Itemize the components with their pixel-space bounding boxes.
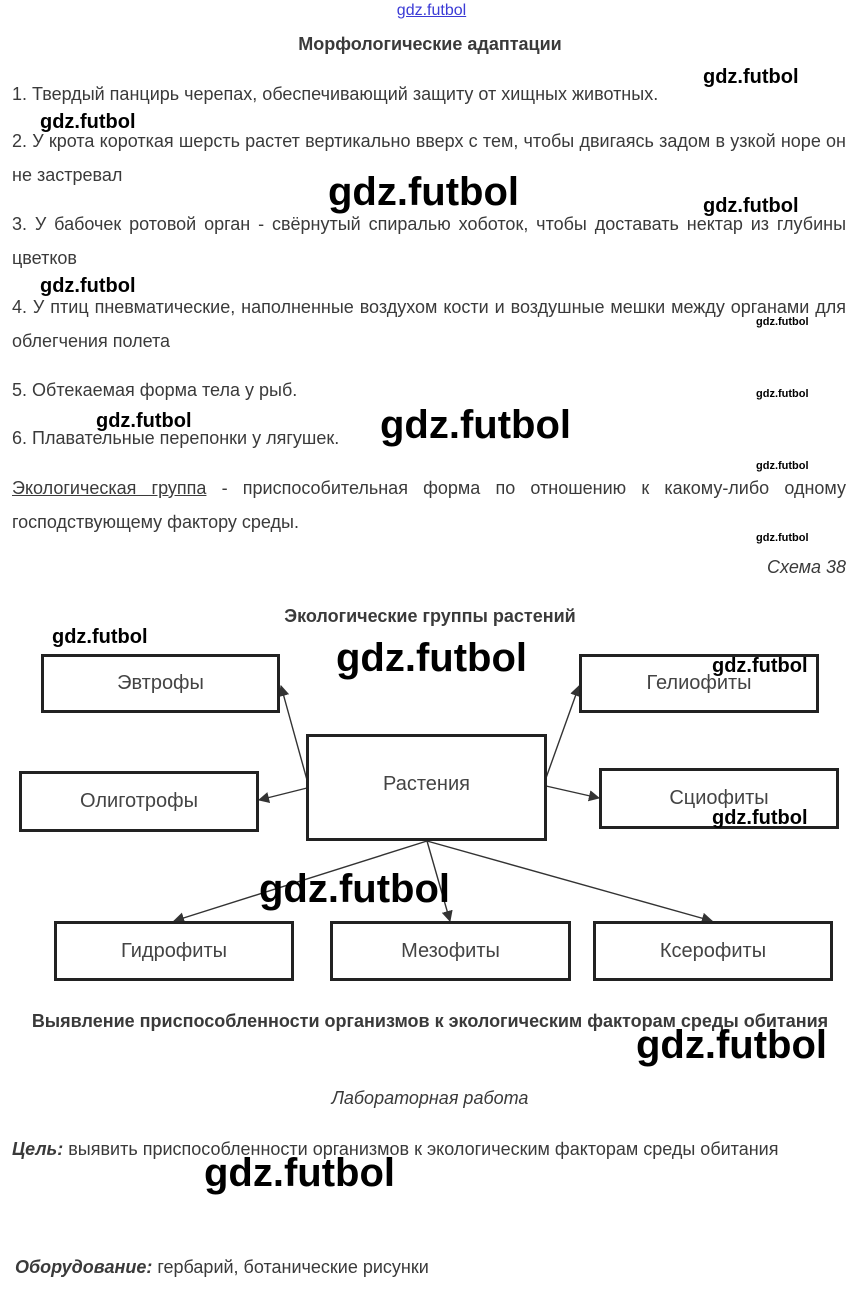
equipment-label: Оборудование: (15, 1257, 153, 1277)
watermark: gdz.futbol (756, 316, 809, 328)
lab-subtitle: Лабораторная работа (331, 1088, 529, 1108)
watermark: gdz.futbol (40, 275, 136, 297)
watermark: gdz.futbol (40, 111, 136, 133)
watermark: gdz.futbol (336, 636, 528, 680)
definition-term: Экологическая группа (12, 478, 207, 498)
list-item-2: 2. У крота короткая шерсть растет вертикально вверх с тем, чтобы двигаясь задом в узкой норе он не застревал (12, 131, 846, 185)
goal-paragraph (12, 1132, 846, 1166)
definition-text: - приспособительная форма по отношению к какому-либо одному господствующему фактору среды. (12, 478, 846, 532)
section-title-lab: Выявление приспособленности организмов к экологическим факторам среды обитания (31, 1011, 829, 1031)
watermark: gdz.futbol (636, 1023, 828, 1067)
equipment-text: гербарий, ботанические рисунки (152, 1257, 429, 1277)
watermark: gdz.futbol (712, 807, 808, 829)
arrow-to-eutrophs (281, 686, 307, 780)
watermark: gdz.futbol (204, 1151, 396, 1195)
scheme-label: Схема 38 (767, 557, 846, 577)
equipment-paragraph (15, 1250, 849, 1284)
diagram-title: Экологические группы растений (284, 606, 576, 626)
list-item-5: 5. Обтекаемая форма тела у рыб. (12, 380, 298, 400)
goal-label: Цель: (12, 1139, 64, 1159)
list-item-3: 3. У бабочек ротовой орган - свёрнутый спиралью хоботок, чтобы доставать нектар из глубины цветков (12, 214, 846, 268)
watermark: gdz.futbol (703, 66, 799, 88)
list-item-4: 4. У птиц пневматические, наполненные воздухом кости и воздушные мешки между органами для облегчения полета (12, 297, 846, 351)
node-xerophytes: Ксерофиты (593, 921, 833, 981)
arrow-to-xerophytes (427, 841, 712, 921)
watermark: gdz.futbol (712, 655, 808, 677)
goal-text: выявить приспособленности организмов к экологическим факторам среды обитания (63, 1139, 779, 1159)
node-center-plants: Растения (306, 734, 547, 841)
node-eutrophs: Эвтрофы (41, 654, 280, 713)
watermark: gdz.futbol (259, 867, 451, 911)
node-oligotrophs: Олиготрофы (19, 771, 259, 832)
top-watermark-link[interactable]: gdz.futbol (396, 2, 467, 19)
watermark: gdz.futbol (756, 460, 809, 472)
list-item-1: 1. Твердый панцирь черепах, обеспечивающий защиту от хищных животных. (12, 84, 659, 104)
node-mesophytes: Мезофиты (330, 921, 571, 981)
watermark: gdz.futbol (52, 626, 148, 648)
watermark: gdz.futbol (756, 532, 809, 544)
node-hydrophytes: Гидрофиты (54, 921, 294, 981)
watermark: gdz.futbol (756, 388, 809, 400)
watermark: gdz.futbol (703, 195, 799, 217)
arrow-to-sciophytes (546, 786, 599, 798)
node-heliophytes: Гелиофиты (579, 654, 819, 713)
watermark: gdz.futbol (380, 403, 572, 447)
arrow-to-oligotrophs (259, 788, 307, 800)
node-sciophytes: Сциофиты (599, 768, 839, 829)
list-item-6: 6. Плавательные перепонки у лягушек. (12, 428, 340, 448)
section-title-morphological: Морфологические адаптации (298, 34, 562, 54)
watermark: gdz.futbol (328, 170, 520, 214)
watermark: gdz.futbol (96, 410, 192, 432)
arrow-to-heliophytes (546, 686, 579, 778)
